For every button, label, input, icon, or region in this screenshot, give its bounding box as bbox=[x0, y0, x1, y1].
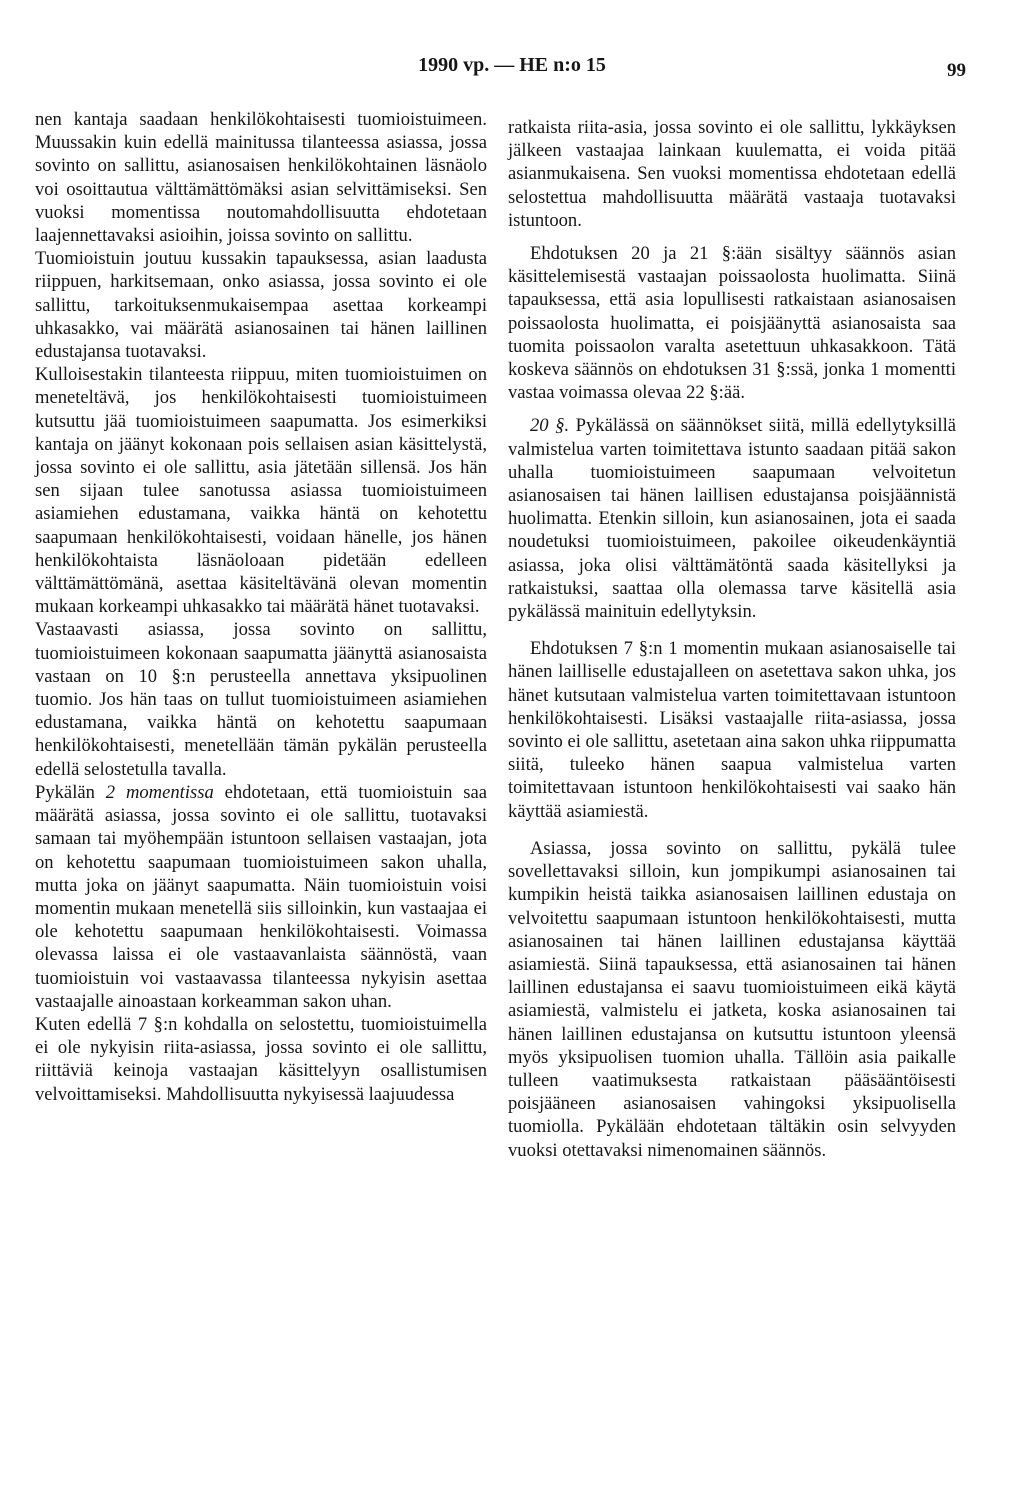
paragraph-text: ehdotetaan, että tuomioistuin saa määrätä asiassa, jossa sovinto ei ole sallittu, tuotavaksi samaan tai myöhempään istuntoon sellaisen vastaajan, jota on kehotettu saapumaan tuomioistuimeen sakon uhalla, mutta joka on jäänyt saapumatta. Näin tuomioistuin voisi momentin mukaan menetellä siis silloinkin, kun vastaajaa ei ole kehotettu saapumaan henkilökohtaisesti. Voimassa olevassa laissa ei ole vastaavanlaista säännöstä, vaan tuomioistuin voi vastaavassa tilanteessa nykyisin asettaa vastaajalle ainoastaan korkeamman sakon uhan. bbox=[35, 781, 487, 1012]
section-heading: 20 §. bbox=[530, 415, 570, 437]
paragraph: Ehdotuksen 7 §:n 1 momentin mukaan asianosaiselle tai hänen lailliselle edustajalleen on asetettava sakon uhka, jos hänet kutsutaan valmistelua varten toimitettavaan istuntoon henkilökohtaisesti. Lisäksi vastaajalle riita-asiassa, jossa sovinto ei ole sallittu, asetetaan aina sakon uhka riippumatta siitä, tuleeko hänen saapua valmistelua varten toimitettavaan istuntoon henkilökohtaisesti vai saako hän käyttää asiamiestä. bbox=[508, 638, 956, 822]
emphasis-text: 2 momentissa bbox=[105, 781, 214, 803]
paragraph: Kuten edellä 7 §:n kohdalla on selostettu, tuomioistuimella ei ole nykyisin riita-asiassa, jossa sovinto ei ole sallittu, riittäviä keinoja vastaajan käsittelyyn osallistumisen velvoittamiseksi. Mahdollisuutta nykyisessä laajuudessa bbox=[35, 1013, 487, 1105]
page-number: 99 bbox=[947, 60, 966, 81]
paragraph bbox=[35, 781, 487, 1013]
right-column bbox=[508, 116, 956, 1162]
paragraph: Kulloisestakin tilanteesta riippuu, miten tuomioistuimen on meneteltävä, jos henkilökohtaisesti tuomioistuimeen kutsuttu jää tuomioistuimeen saapumatta. Jos esimerkiksi kantaja on jäänyt kokonaan pois sellaisen asian käsittelystä, jossa sovinto ei ole sallittu, asia jätetään sillensä. Jos hän sen sijaan tulee sanotussa asiassa tuomioistuimeen asiamiehen edustamana, vaikka häntä on kehotettu saapumaan henkilökohtaisesti, voidaan hänelle, jos hänen henkilökohtaista läsnäoloaan pidetään edelleen välttämättömänä, asettaa käsiteltävänä olevan momentin mukaan korkeampi uhkasakko tai määrätä hänet tuotavaksi. bbox=[35, 364, 487, 618]
paragraph bbox=[508, 414, 956, 623]
left-column bbox=[35, 108, 487, 1106]
paragraph-text: Pykälässä on säännökset siitä, millä edellytyksillä valmistelua varten toimitettava istunto saadaan pitää sakon uhalla tuomioistuimeen saapumaan velvoitetun asianosaisen tai hänen laillisen edustajansa poisjäännistä huolimatta. Etenkin silloin, kun asianosainen, jota ei saada noudetuksi tuomioistuimeen, pakoilee oikeudenkäyntiä asiassa, joka olisi välttämätöntä saada käsitellyksi ja ratkaistuksi, saattaa olla olemassa tarve käsitellä asia pykälässä mainituin edellytyksin. bbox=[508, 415, 956, 623]
paragraph: Asiassa, jossa sovinto on sallittu, pykälä tulee sovellettavaksi silloin, kun jompikumpi asianosainen tai kumpikin heistä taikka asianosaisen laillinen edustaja on velvoitettu saapumaan istuntoon henkilökohtaisesti, mutta asianosainen tai hänen laillinen edustajansa käyttää asiamiestä. Siinä tapauksessa, että asianosainen tai hänen laillinen edustajansa ei saavu tuomioistuimeen eikä käytä asiamiestä, valmistelu ei jatketa, koska asianosainen tai hänen laillinen edustajansa on kutsuttu istuntoon yleensä myös yksipuolisen tuomion uhalla. Tällöin asia paikalle tulleen vaatimuksesta ratkaistaan pääsääntöisesti poisjääneen asianosaisen vahingoksi yksipuolisella tuomiolla. Pykälään ehdotetaan tältäkin osin selvyyden vuoksi otettavaksi nimenomainen säännös. bbox=[508, 837, 956, 1161]
paragraph: Ehdotuksen 20 ja 21 §:ään sisältyy säännös asian käsittelemisestä vastaajan poissaolosta huolimatta. Siinä tapauksessa, että asia lopullisesti ratkaistaan asianosaisen poissaolosta huolimatta, ei poisjäänyttä asianosaista saa tuomita poissaolon varalta asetettuun uhkasakkoon. Tätä koskeva säännös on ehdotuksen 31 §:ssä, jonka 1 momentti vastaa voimassa olevaa 22 §:ää. bbox=[508, 243, 956, 404]
running-title: 1990 vp. — HE n:o 15 bbox=[418, 54, 606, 76]
paragraph: nen kantaja saadaan henkilökohtaisesti tuomioistuimeen. Muussakin kuin edellä mainitussa tilanteessa asiassa, jossa sovinto on sallittu, asianosaisen henkilökohtainen läsnäolo voi osoittautua välttämättömäksi asian selvittämiseksi. Sen vuoksi momentissa noutomahdollisuutta ehdotetaan laajennettavaksi asioihin, joissa sovinto on sallittu. bbox=[35, 109, 487, 247]
paragraph: Vastaavasti asiassa, jossa sovinto on sallittu, tuomioistuimeen kokonaan saapumatta jäänyttä asianosaista vastaan on 10 §:n perusteella annettava yksipuolinen tuomio. Jos hän taas on tullut tuomioistuimeen asiamiehen edustamana, vaikka häntä on kehotettu saapumaan henkilökohtaisesti, menetellään tämän pykälän perusteella edellä selostetulla tavalla. bbox=[35, 619, 487, 780]
page-header bbox=[0, 52, 1024, 82]
paragraph-text: Pykälän bbox=[35, 781, 106, 803]
paragraph: ratkaista riita-asia, jossa sovinto ei ole sallittu, lykkäyksen jälkeen vastaajaa lainkaan kuulematta, ei voida pitää asianmukaisena. Sen vuoksi momentissa ehdotetaan edellä selostettua mahdollisuutta määrätä vastaaja tuotavaksi istuntoon. bbox=[508, 117, 956, 231]
paragraph: Tuomioistuin joutuu kussakin tapauksessa, asian laadusta riippuen, harkitsemaan, onko asiassa, jossa sovinto ei ole sallittu, tarkoituksenmukaisempaa asettaa korkeampi uhkasakko, vai määrätä asianosainen tai hänen laillinen edustajansa tuotavaksi. bbox=[35, 248, 487, 363]
